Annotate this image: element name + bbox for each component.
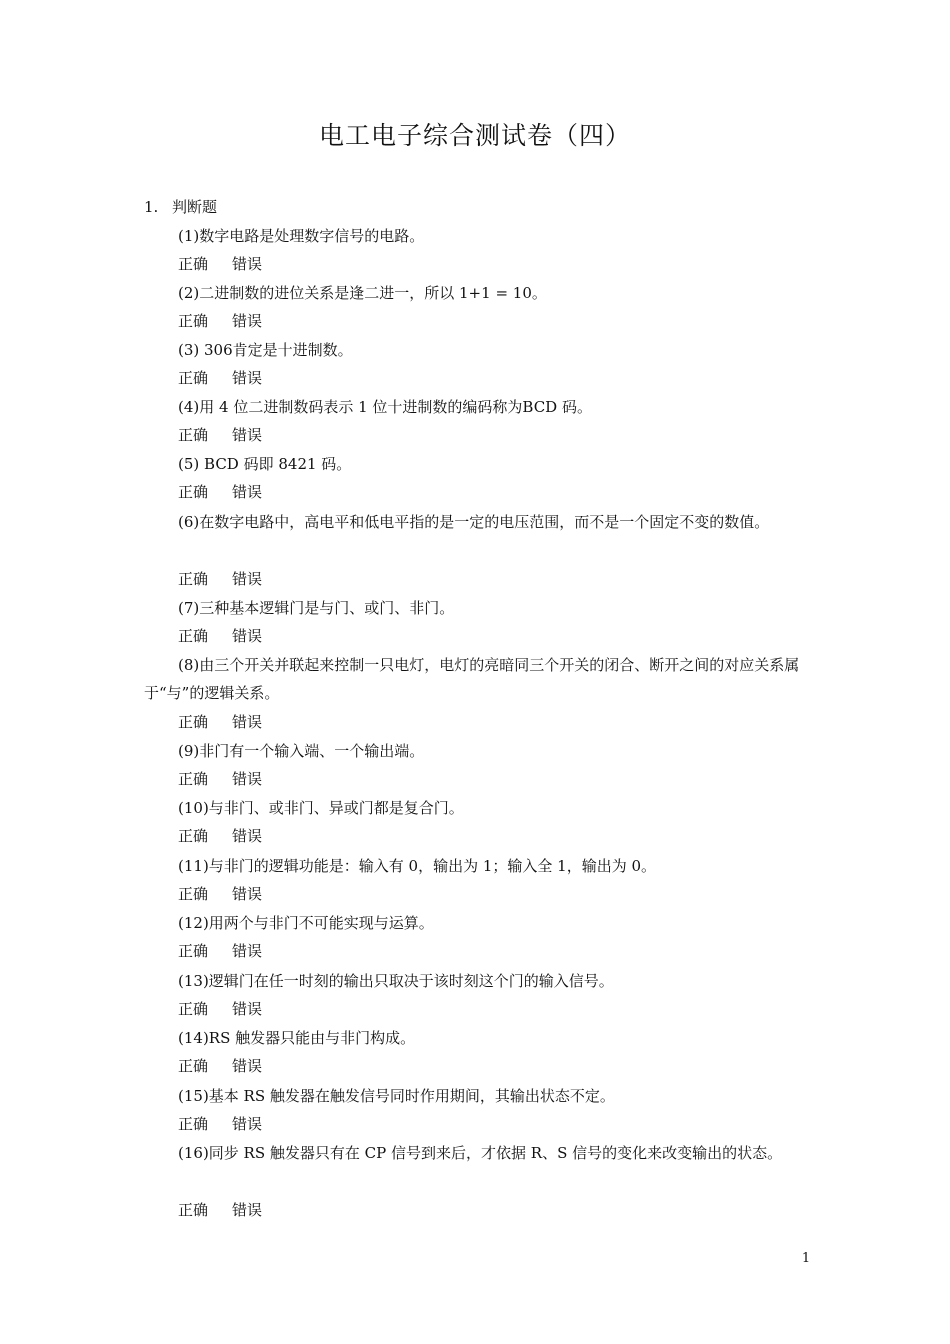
question-text: (11)与非门的逻辑功能是：输入有 0，输出为 1；输入全 1，输出为 0。 xyxy=(178,857,657,875)
question-text: (6)在数字电路中，高电平和低电平指的是一定的电压范围，而不是一个固定不变的数值。 xyxy=(178,513,770,531)
option-true[interactable]: 正确 xyxy=(178,570,209,588)
question-text: (7)三种基本逻辑门是与门、或门、非门。 xyxy=(178,599,455,617)
option-false[interactable]: 错误 xyxy=(232,312,263,330)
question-text: (5) BCD 码即 8421 码。 xyxy=(178,455,352,473)
answer-options xyxy=(178,765,262,793)
option-false[interactable]: 错误 xyxy=(232,885,263,903)
option-true[interactable]: 正确 xyxy=(178,255,209,273)
option-true[interactable]: 正确 xyxy=(178,1115,209,1133)
question-text: (12)用两个与非门不可能实现与运算。 xyxy=(178,914,434,932)
option-false[interactable]: 错误 xyxy=(232,713,263,731)
option-true[interactable]: 正确 xyxy=(178,885,209,903)
question-text: (10)与非门、或非门、异或门都是复合门。 xyxy=(178,799,464,817)
section-heading xyxy=(144,196,217,217)
option-false[interactable]: 错误 xyxy=(232,426,263,444)
page-number: 1 xyxy=(801,1251,811,1266)
question-text: (3) 306肯定是十进制数。 xyxy=(178,341,353,359)
answer-options xyxy=(178,937,262,965)
option-true[interactable]: 正确 xyxy=(178,483,209,501)
option-true[interactable]: 正确 xyxy=(178,713,209,731)
option-true[interactable]: 正确 xyxy=(178,627,209,645)
answer-options xyxy=(178,565,262,593)
question-text: (13)逻辑门在任一时刻的输出只取决于该时刻这个门的输入信号。 xyxy=(178,972,614,990)
option-false[interactable]: 错误 xyxy=(232,1000,263,1018)
answer-options xyxy=(178,880,262,908)
option-true[interactable]: 正确 xyxy=(178,1201,209,1219)
option-true[interactable]: 正确 xyxy=(178,369,209,387)
option-false[interactable]: 错误 xyxy=(232,770,263,788)
question-text: (9)非门有一个输入端、一个输出端。 xyxy=(178,742,425,760)
question-text: (4)用 4 位二进制数码表示 1 位十进制数的编码称为BCD 码。 xyxy=(178,398,592,416)
answer-options xyxy=(178,1052,262,1080)
option-false[interactable]: 错误 xyxy=(232,1115,263,1133)
option-false[interactable]: 错误 xyxy=(232,827,263,845)
question-text: (16)同步 RS 触发器只有在 CP 信号到来后，才依据 R、S 信号的变化来改变输出的状态。 xyxy=(178,1144,783,1162)
option-false[interactable]: 错误 xyxy=(232,570,263,588)
question-text: (2)二进制数的进位关系是逢二进一，所以 1+1 = 10。 xyxy=(178,284,547,302)
option-false[interactable]: 错误 xyxy=(232,942,263,960)
answer-options xyxy=(178,421,262,449)
option-false[interactable]: 错误 xyxy=(232,483,263,501)
question-text: (15)基本 RS 触发器在触发信号同时作用期间，其输出状态不定。 xyxy=(178,1087,615,1105)
answer-options xyxy=(178,307,262,335)
document-title: 电工电子综合测试卷（四） xyxy=(318,121,631,150)
option-true[interactable]: 正确 xyxy=(178,312,209,330)
option-true[interactable]: 正确 xyxy=(178,1057,209,1075)
answer-options xyxy=(178,995,262,1023)
option-true[interactable]: 正确 xyxy=(178,827,209,845)
option-true[interactable]: 正确 xyxy=(178,942,209,960)
answer-options xyxy=(178,822,262,850)
option-false[interactable]: 错误 xyxy=(232,1201,263,1219)
answer-options xyxy=(178,250,262,278)
option-true[interactable]: 正确 xyxy=(178,426,209,444)
option-false[interactable]: 错误 xyxy=(232,1057,263,1075)
section-label: 判断题 xyxy=(172,198,218,216)
option-false[interactable]: 错误 xyxy=(232,369,263,387)
answer-options xyxy=(178,1110,262,1138)
question-text: (8)由三个开关并联起来控制一只电灯，电灯的亮暗同三个开关的闭合、断开之间的对应关系属于“与”的逻辑关系。 xyxy=(144,656,800,702)
section-number: 1. xyxy=(144,198,159,216)
question-text: (14)RS 触发器只能由与非门构成。 xyxy=(178,1029,416,1047)
question-text: (1)数字电路是处理数字信号的电路。 xyxy=(178,227,425,245)
option-false[interactable]: 错误 xyxy=(232,627,263,645)
option-true[interactable]: 正确 xyxy=(178,1000,209,1018)
answer-options xyxy=(178,364,262,392)
answer-options xyxy=(178,622,262,650)
answer-options xyxy=(178,708,262,736)
answer-options xyxy=(178,1196,262,1224)
option-true[interactable]: 正确 xyxy=(178,770,209,788)
answer-options xyxy=(178,478,262,506)
option-false[interactable]: 错误 xyxy=(232,255,263,273)
